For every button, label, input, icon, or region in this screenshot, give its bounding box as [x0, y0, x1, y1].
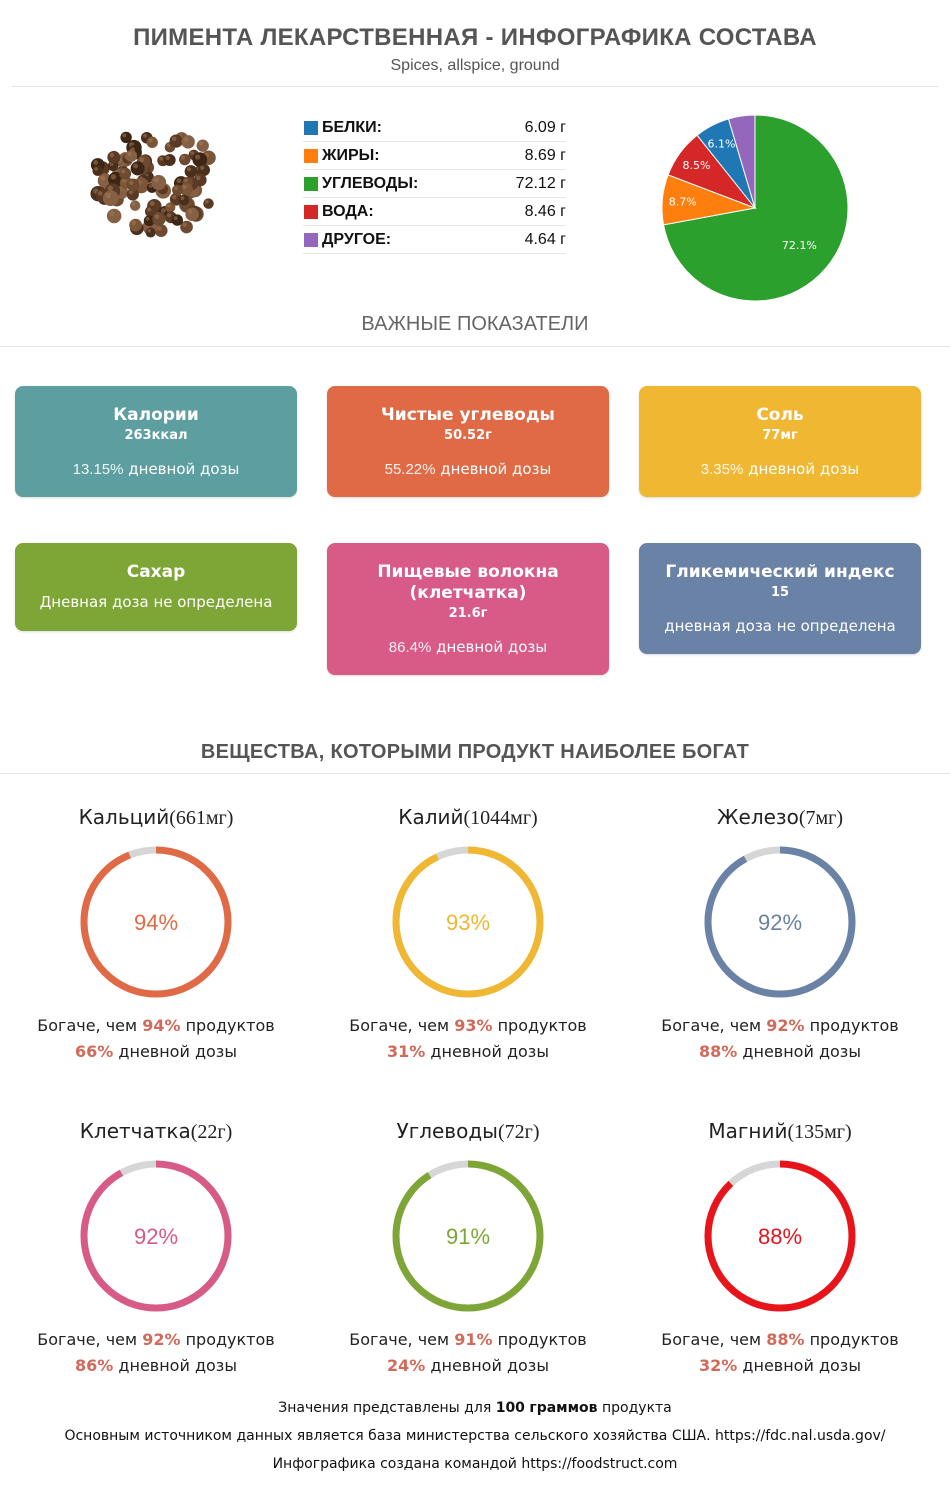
fat-color-square — [304, 149, 318, 163]
footer-unit: граммов — [529, 1400, 598, 1416]
richer-percent: 94% — [142, 1016, 181, 1035]
berry-highlight — [174, 216, 178, 220]
richer-percent: 91% — [454, 1330, 493, 1349]
richer-percent: 88% — [766, 1330, 805, 1349]
berry-highlight — [167, 204, 171, 208]
percentile-ring — [76, 842, 236, 1002]
berry-highlight — [147, 207, 151, 211]
richer-post: продуктов — [497, 1330, 587, 1349]
berry-highlight — [176, 178, 181, 183]
card-title: Калории — [113, 405, 199, 425]
card-daily-value: Дневная доза не определена — [39, 593, 273, 611]
carbs-color-square — [304, 177, 318, 191]
nutrient-fiber — [1, 1118, 311, 1376]
berry-highlight — [167, 144, 171, 148]
daily-value-text — [625, 1042, 935, 1062]
page-title: ПИМЕНТА ЛЕКАРСТВЕННАЯ - ИНФОГРАФИКА СОСТАВА — [133, 24, 817, 51]
allspice-berry — [146, 227, 156, 237]
berry-highlight — [205, 200, 209, 204]
berry-highlight — [121, 169, 125, 173]
percentile-ring — [388, 842, 548, 1002]
ring-percent-label: 93% — [445, 910, 491, 935]
allspice-berry — [197, 140, 209, 152]
card-value: 50.52г — [444, 428, 492, 443]
allspice-berry — [127, 179, 140, 192]
card-daily-value — [327, 637, 609, 658]
macro-value: 6.09 г — [524, 118, 566, 136]
berry-highlight — [174, 186, 178, 190]
berry-highlight — [184, 179, 188, 183]
nutrient-amount: (661мг) — [169, 807, 234, 829]
richer-post: продуктов — [809, 1330, 899, 1349]
net-carbs-card — [327, 386, 609, 497]
nutrient-title — [1, 804, 311, 830]
berry-highlight — [146, 217, 150, 221]
richer-than-text — [1, 1330, 311, 1350]
card-dv-text: дневной дозы — [748, 460, 860, 478]
allspice-berry — [130, 200, 140, 210]
richer-pre: Богаче, чем — [37, 1330, 138, 1349]
berry-highlight — [154, 177, 159, 182]
footer-amount: 100 — [495, 1400, 525, 1416]
card-dv-text: дневной дозы — [436, 638, 548, 656]
salt-card — [639, 386, 921, 497]
daily-value-text — [313, 1042, 623, 1062]
allspice-berry — [203, 198, 213, 208]
ring-percent-label: 88% — [757, 1224, 803, 1249]
allspice-berry — [170, 134, 183, 147]
richer-pre: Богаче, чем — [37, 1016, 138, 1035]
macro-row-water — [303, 198, 566, 226]
berry-highlight — [161, 208, 166, 213]
dv-text: дневной дозы — [118, 1356, 237, 1375]
card-value: 21.6г — [448, 606, 488, 621]
nutrient-amount: (135мг) — [787, 1121, 852, 1143]
dv-text: дневной дозы — [742, 1356, 861, 1375]
berry-highlight — [110, 153, 115, 158]
allspice-berry — [172, 185, 183, 196]
berry-highlight — [182, 185, 187, 190]
pie-slice-label: 8.5% — [682, 159, 711, 173]
berry-highlight — [139, 157, 144, 162]
nutrient-amount: (1044мг) — [463, 807, 538, 829]
berry-highlight — [143, 134, 147, 138]
berry-highlight — [149, 138, 153, 142]
dv-percent: 31% — [387, 1042, 426, 1061]
berry-highlight — [195, 154, 200, 159]
footer-text: Значения представлены для — [278, 1400, 492, 1416]
allspice-berry — [92, 166, 103, 177]
richer-percent: 92% — [142, 1330, 181, 1349]
richer-pre: Богаче, чем — [349, 1016, 450, 1035]
daily-value-text — [1, 1042, 311, 1062]
macro-value: 8.46 г — [524, 202, 566, 220]
fiber-card — [327, 543, 609, 675]
allspice-image — [82, 118, 232, 248]
berry-highlight — [167, 213, 171, 217]
berry-highlight — [132, 202, 136, 206]
nutrient-iron — [625, 804, 935, 1062]
berry-highlight — [108, 186, 113, 191]
divider — [0, 346, 950, 347]
berry-highlight — [172, 195, 176, 199]
macro-label: УГЛЕВОДЫ: — [322, 174, 419, 192]
calories-card — [15, 386, 297, 497]
richer-post: продуктов — [497, 1016, 587, 1035]
pie-slice-label: 6.1% — [707, 137, 736, 151]
berry-highlight — [133, 164, 138, 169]
nutrient-title — [625, 804, 935, 830]
card-value: 263ккал — [124, 428, 188, 443]
berry-highlight — [200, 166, 204, 170]
allspice-berry — [151, 175, 166, 190]
card-daily-value — [639, 459, 921, 480]
nutrient-name: Магний — [708, 1119, 788, 1143]
card-title: Сахар — [126, 562, 186, 582]
richer-pre: Богаче, чем — [349, 1330, 450, 1349]
macro-label: БЕЛКИ: — [322, 118, 382, 136]
berry-highlight — [93, 160, 98, 165]
ring-percent-label: 92% — [133, 1224, 179, 1249]
berry-highlight — [147, 229, 151, 233]
berry-highlight — [106, 193, 112, 199]
daily-value-text — [1, 1356, 311, 1376]
nutrient-name: Железо — [717, 805, 799, 829]
footer-text: продукта — [602, 1400, 672, 1416]
allspice-berry — [107, 151, 120, 164]
dv-percent: 32% — [699, 1356, 738, 1375]
nutrient-carbohydrates — [313, 1118, 623, 1376]
berry-highlight — [190, 151, 194, 155]
dv-text: дневной дозы — [430, 1356, 549, 1375]
nutrient-title — [313, 804, 623, 830]
card-value: 15 — [770, 585, 790, 600]
card-daily-value: дневная доза не определена — [664, 617, 896, 635]
macro-row-protein — [303, 114, 566, 142]
percentile-ring — [700, 1156, 860, 1316]
footer-credits: Инфографика создана командой https://foodstruct.com — [272, 1456, 678, 1472]
allspice-berry — [164, 154, 176, 166]
berry-highlight — [184, 137, 189, 142]
nutrient-name: Клетчатка — [79, 1119, 191, 1143]
nutrient-name: Калий — [398, 805, 464, 829]
richer-than-text — [625, 1016, 935, 1036]
percentile-ring — [700, 842, 860, 1002]
nutrient-potassium — [313, 804, 623, 1062]
berry-highlight — [94, 167, 98, 171]
protein-color-square — [304, 121, 318, 135]
ring-percent-label: 92% — [757, 910, 803, 935]
card-dv-percent: 13.15% — [72, 461, 124, 478]
dv-text: дневной дозы — [742, 1042, 861, 1061]
dv-percent: 66% — [75, 1042, 114, 1061]
richer-post: продуктов — [185, 1016, 275, 1035]
nutrient-amount: (22г) — [190, 1121, 233, 1143]
richer-than-text — [625, 1330, 935, 1350]
berry-highlight — [196, 176, 200, 180]
allspice-berry — [119, 167, 131, 179]
footer-serving-note — [0, 1400, 950, 1416]
allspice-berry — [131, 161, 145, 175]
richer-than-text — [313, 1330, 623, 1350]
allspice-berry — [129, 219, 142, 232]
other-color-square — [304, 233, 318, 247]
nutrient-title — [313, 1118, 623, 1144]
berry-highlight — [188, 210, 193, 215]
berry-highlight — [109, 211, 114, 216]
card-dv-percent: 3.35% — [700, 461, 744, 478]
divider — [0, 773, 950, 774]
daily-value-text — [313, 1356, 623, 1376]
macro-row-other — [303, 226, 566, 254]
key-indicators-heading: ВАЖНЫЕ ПОКАЗАТЕЛИ — [361, 313, 589, 335]
macro-value: 72.12 г — [515, 174, 566, 192]
daily-value-text — [625, 1356, 935, 1376]
nutrient-name: Углеводы — [396, 1119, 498, 1143]
berry-highlight — [159, 157, 163, 161]
nutrient-amount: (7мг) — [798, 807, 843, 829]
allspice-berry — [172, 214, 183, 225]
berry-highlight — [155, 214, 160, 219]
berry-highlight — [187, 167, 191, 171]
dv-percent: 86% — [75, 1356, 114, 1375]
macro-value: 8.69 г — [524, 146, 566, 164]
richer-pre: Богаче, чем — [661, 1330, 762, 1349]
dv-text: дневной дозы — [118, 1042, 237, 1061]
richer-post: продуктов — [809, 1016, 899, 1035]
percentile-ring — [388, 1156, 548, 1316]
sugar-card — [15, 543, 297, 631]
page-subtitle: Spices, allspice, ground — [390, 57, 560, 74]
berry-highlight — [100, 176, 105, 181]
card-title: Гликемический индекс — [665, 562, 895, 582]
card-dv-percent: 55.22% — [384, 461, 436, 478]
macro-label: ВОДА: — [322, 202, 374, 220]
card-daily-value — [15, 459, 297, 480]
macro-label: ДРУГОЕ: — [322, 230, 392, 248]
macro-label: ЖИРЫ: — [322, 146, 380, 164]
nutrient-title — [1, 1118, 311, 1144]
allspice-berry — [125, 150, 137, 162]
card-title: Пищевые волокна (клетчатка) — [377, 562, 559, 603]
allspice-berry — [152, 212, 165, 225]
card-value: 77мг — [762, 428, 798, 443]
nutrient-name: Кальций — [78, 805, 170, 829]
allspice-berry — [181, 135, 194, 148]
richer-percent: 92% — [766, 1016, 805, 1035]
water-color-square — [304, 205, 318, 219]
percentile-ring — [76, 1156, 236, 1316]
allspice-berry — [107, 209, 122, 224]
berry-highlight — [122, 133, 126, 137]
card-dv-text: дневной дозы — [440, 460, 552, 478]
berry-highlight — [166, 156, 170, 160]
divider — [12, 86, 938, 87]
berry-highlight — [157, 226, 161, 230]
allspice-berry — [185, 208, 199, 222]
macro-table — [303, 114, 566, 254]
glycemic-index-card — [639, 543, 921, 654]
footer-source: Основным источником данных является база министерства сельского хозяйства США. https://fdc.nal.usda.gov/ — [64, 1428, 886, 1444]
card-title: Соль — [756, 405, 804, 425]
macro-row-carbs — [303, 170, 566, 198]
allspice-berry — [103, 190, 119, 206]
ring-percent-label: 91% — [445, 1224, 491, 1249]
pie-slice-label: 8.7% — [668, 195, 697, 209]
card-dv-text: дневной дозы — [128, 460, 240, 478]
richer-percent: 93% — [454, 1016, 493, 1035]
allspice-berry — [179, 195, 190, 206]
allspice-berry — [179, 154, 190, 165]
dv-text: дневной дозы — [430, 1042, 549, 1061]
allspice-berry — [165, 202, 175, 212]
nutrient-magnesium — [625, 1118, 935, 1376]
nutrient-calcium — [1, 804, 311, 1062]
berry-highlight — [127, 152, 131, 156]
card-title: Чистые углеводы — [381, 405, 555, 425]
richer-post: продуктов — [185, 1330, 275, 1349]
berry-highlight — [172, 136, 177, 141]
richer-than-text — [1, 1016, 311, 1036]
berry-highlight — [98, 191, 102, 195]
berry-highlight — [150, 201, 155, 206]
macro-row-fat — [303, 142, 566, 170]
dv-percent: 24% — [387, 1356, 426, 1375]
berry-highlight — [181, 196, 185, 200]
allspice-berry — [147, 137, 158, 148]
macro-value: 4.64 г — [524, 230, 566, 248]
berry-highlight — [131, 221, 135, 225]
composition-pie-chart — [655, 112, 855, 307]
nutrient-title — [625, 1118, 935, 1144]
berry-highlight — [129, 180, 134, 185]
richer-pre: Богаче, чем — [661, 1016, 762, 1035]
berry-highlight — [199, 141, 203, 145]
nutrient-amount: (72г) — [497, 1121, 540, 1143]
dv-percent: 88% — [699, 1042, 738, 1061]
card-daily-value — [327, 459, 609, 480]
berry-highlight — [182, 223, 186, 227]
richer-than-text — [313, 1016, 623, 1036]
berry-highlight — [181, 156, 185, 160]
berry-highlight — [111, 174, 116, 179]
ring-percent-label: 94% — [133, 910, 179, 935]
richest-nutrients-heading: ВЕЩЕСТВА, КОТОРЫМИ ПРОДУКТ НАИБОЛЕЕ БОГАТ — [200, 741, 750, 763]
card-dv-percent: 86.4% — [388, 639, 432, 656]
pie-slice-label: 72.1% — [781, 238, 817, 252]
